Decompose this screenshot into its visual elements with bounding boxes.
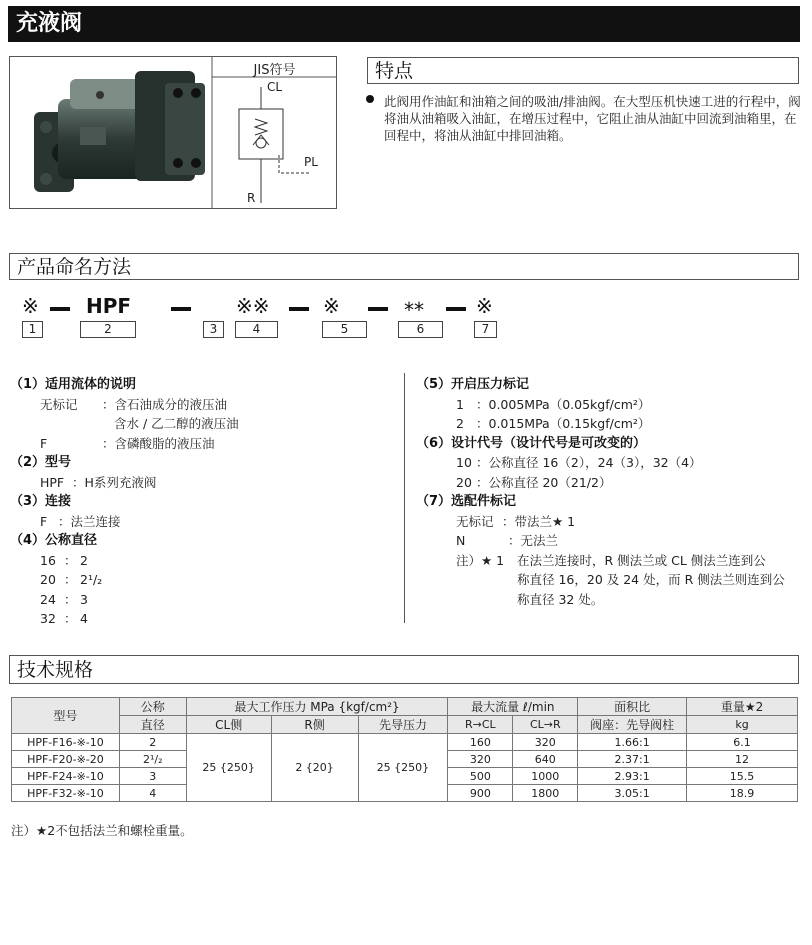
jis-symbol-title: JIS符号 — [253, 63, 296, 78]
col-area-ratio: 面积比 — [578, 698, 687, 716]
spec-table — [11, 697, 798, 802]
col-cl-to-r: CL→R — [513, 716, 578, 734]
s5-row1-val: ：0.005MPa（0.05kgf/cm²） — [476, 396, 651, 412]
s7-row1-key: 无标记 — [456, 513, 494, 529]
cell-pilot-pressure: 25 {250} — [358, 734, 448, 802]
code-part-1: ※ — [22, 294, 39, 318]
col-r-side: R侧 — [271, 716, 358, 734]
code-part-4: ※※ — [236, 294, 270, 318]
code-number-3: 3 — [203, 321, 224, 338]
cell-rcl: 320 — [448, 751, 513, 768]
col-max-pressure: 最大工作压力 MPa {kgf/cm²} — [186, 698, 448, 716]
features-heading: 特点 — [367, 57, 799, 84]
cell-dia: 2¹/₂ — [119, 751, 186, 768]
section-5-heading: （5）开启压力标记 — [416, 377, 530, 392]
code-part-6: ** — [404, 298, 424, 322]
features-text-block — [370, 93, 802, 144]
col-cl-side: CL侧 — [186, 716, 271, 734]
s1-row3-val: ：含磷酸脂的液压油 — [102, 435, 215, 451]
code-part-5: ※ — [323, 294, 340, 318]
cell-weight: 18.9 — [687, 785, 798, 802]
section-3-heading: （3）连接 — [10, 494, 72, 509]
cell-cl-pressure: 25 {250} — [186, 734, 271, 802]
s6-row2-val: ：公称直径 20（21/2） — [476, 474, 612, 490]
code-dash — [50, 307, 70, 311]
code-number-7: 7 — [474, 321, 497, 338]
code-dash — [171, 307, 191, 311]
spec-note: 注）★2不包括法兰和螺栓重量。 — [11, 823, 193, 838]
cell-clr: 640 — [513, 751, 578, 768]
s4-row3-sep: ： — [64, 591, 77, 607]
code-number-6: 6 — [398, 321, 443, 338]
s4-row1-sep: ： — [64, 552, 77, 568]
col-nominal: 公称 — [119, 698, 186, 716]
features-text: 此阀用作油缸和油箱之间的吸油/排油阀。在大型压机快速工进的行程中，阀将油从油箱吸入油缸，在增压过程中，它阻止油从油缸中回流到油箱里，在回程中，将油从油缸中排回油箱。 — [384, 94, 801, 143]
s7-row1-val: ：带法兰★ 1 — [502, 513, 576, 529]
cell-weight: 12 — [687, 751, 798, 768]
col-max-flow: 最大流量 ℓ/min — [448, 698, 578, 716]
cell-model: HPF-F20-※-20 — [12, 751, 120, 768]
col-weight-2: kg — [687, 716, 798, 734]
jis-port-pl: PL — [304, 155, 318, 169]
naming-heading: 产品命名方法 — [9, 253, 799, 280]
bullet-icon — [366, 95, 374, 103]
s6-row1-key: 10 — [456, 455, 472, 470]
code-number-5: 5 — [322, 321, 367, 338]
code-part-7: ※ — [476, 294, 493, 318]
s4-row4-key: 32 — [40, 611, 56, 626]
s7-row2-val: ：无法兰 — [508, 533, 559, 548]
s4-row3-key: 24 — [40, 591, 56, 607]
cell-area: 1.66:1 — [578, 734, 687, 751]
s4-row1-key: 16 — [40, 552, 56, 568]
page-title: 充液阀 — [8, 6, 800, 42]
naming-right-column — [416, 375, 808, 609]
cell-clr: 1000 — [513, 768, 578, 785]
col-area-ratio-2: 阀座：先导阀柱 — [578, 716, 687, 734]
jis-port-r: R — [247, 191, 256, 205]
s5-row1-key: 1 — [456, 396, 464, 412]
jis-valve-symbol — [213, 79, 336, 208]
cell-area: 2.37:1 — [578, 751, 687, 768]
col-r-to-cl: R→CL — [448, 716, 513, 734]
s4-row4-val: 4 — [80, 611, 88, 626]
s4-row2-sep: ： — [64, 572, 77, 587]
cell-model: HPF-F24-※-10 — [12, 768, 120, 785]
section-7-heading: （7）选配件标记 — [416, 494, 517, 509]
s1-row1-key: 无标记 — [40, 396, 78, 412]
code-number-4: 4 — [235, 321, 278, 338]
s2-row1-val: ：H系列充液阀 — [72, 474, 157, 490]
s4-row4-sep: ： — [64, 611, 77, 626]
cell-rcl: 160 — [448, 734, 513, 751]
s4-row2-val: 2¹/₂ — [80, 572, 103, 587]
cell-area: 3.05:1 — [578, 785, 687, 802]
cell-area: 2.93:1 — [578, 768, 687, 785]
cell-weight: 15.5 — [687, 768, 798, 785]
col-pilot: 先导压力 — [358, 716, 448, 734]
s6-row2-key: 20 — [456, 474, 472, 490]
col-nominal-2: 直径 — [119, 716, 186, 734]
s1-row3-key: F — [40, 435, 48, 451]
jis-port-cl: CL — [267, 80, 283, 94]
s3-row1-val: ：法兰连接 — [58, 513, 121, 529]
col-weight: 重量★2 — [687, 698, 798, 716]
s6-row1-val: ：公称直径 16（2），24（3），32（4） — [476, 455, 702, 470]
cell-dia: 3 — [119, 768, 186, 785]
s4-row3-val: 3 — [80, 591, 88, 607]
cell-clr: 320 — [513, 734, 578, 751]
col-model: 型号 — [12, 698, 120, 734]
cell-rcl: 500 — [448, 768, 513, 785]
section-1-heading: （1）适用流体的说明 — [10, 377, 137, 392]
cell-r-pressure: 2 {20} — [271, 734, 358, 802]
section-6-heading: （6）设计代号（设计代号是可改变的） — [416, 435, 647, 451]
s7-row2-key: N — [456, 533, 466, 548]
cell-dia: 4 — [119, 785, 186, 802]
s5-row2-key: 2 — [456, 416, 464, 431]
table-row — [12, 734, 798, 751]
code-dash — [289, 307, 309, 311]
s1-row2-val: 含水 / 乙二醇的液压油 — [114, 416, 239, 431]
column-divider — [404, 373, 405, 623]
s7-note-line2: 称直径 16，20 及 24 处，而 R 侧法兰则连到公 — [517, 572, 785, 587]
s4-row1-val: 2 — [80, 552, 88, 568]
cell-dia: 2 — [119, 734, 186, 751]
section-4-heading: （4）公称直径 — [10, 533, 98, 548]
code-part-2: HPF — [86, 294, 132, 318]
s4-row2-key: 20 — [40, 572, 56, 587]
s3-row1-key: F — [40, 513, 48, 529]
section-2-heading: （2）型号 — [10, 455, 72, 470]
s1-row1-val: ：含石油成分的液压油 — [102, 396, 228, 412]
naming-left-column — [10, 375, 400, 629]
code-number-1: 1 — [22, 321, 43, 338]
cell-clr: 1800 — [513, 785, 578, 802]
spec-heading: 技术规格 — [9, 655, 799, 684]
cell-model: HPF-F32-※-10 — [12, 785, 120, 802]
code-dash — [446, 307, 466, 311]
cell-weight: 6.1 — [687, 734, 798, 751]
cell-model: HPF-F16-※-10 — [12, 734, 120, 751]
s7-note-line1: 在法兰连接时，R 侧法兰或 CL 侧法兰连到公 — [517, 552, 766, 568]
s7-note-line3: 称直径 32 处。 — [517, 591, 604, 607]
s2-row1-key: HPF — [40, 474, 65, 490]
product-image-box — [9, 56, 337, 209]
s5-row2-val: ：0.015MPa（0.15kgf/cm²） — [476, 416, 651, 431]
code-dash — [368, 307, 388, 311]
cell-rcl: 900 — [448, 785, 513, 802]
s7-note-label: 注）★ 1 — [456, 552, 505, 568]
code-number-2: 2 — [80, 321, 136, 338]
